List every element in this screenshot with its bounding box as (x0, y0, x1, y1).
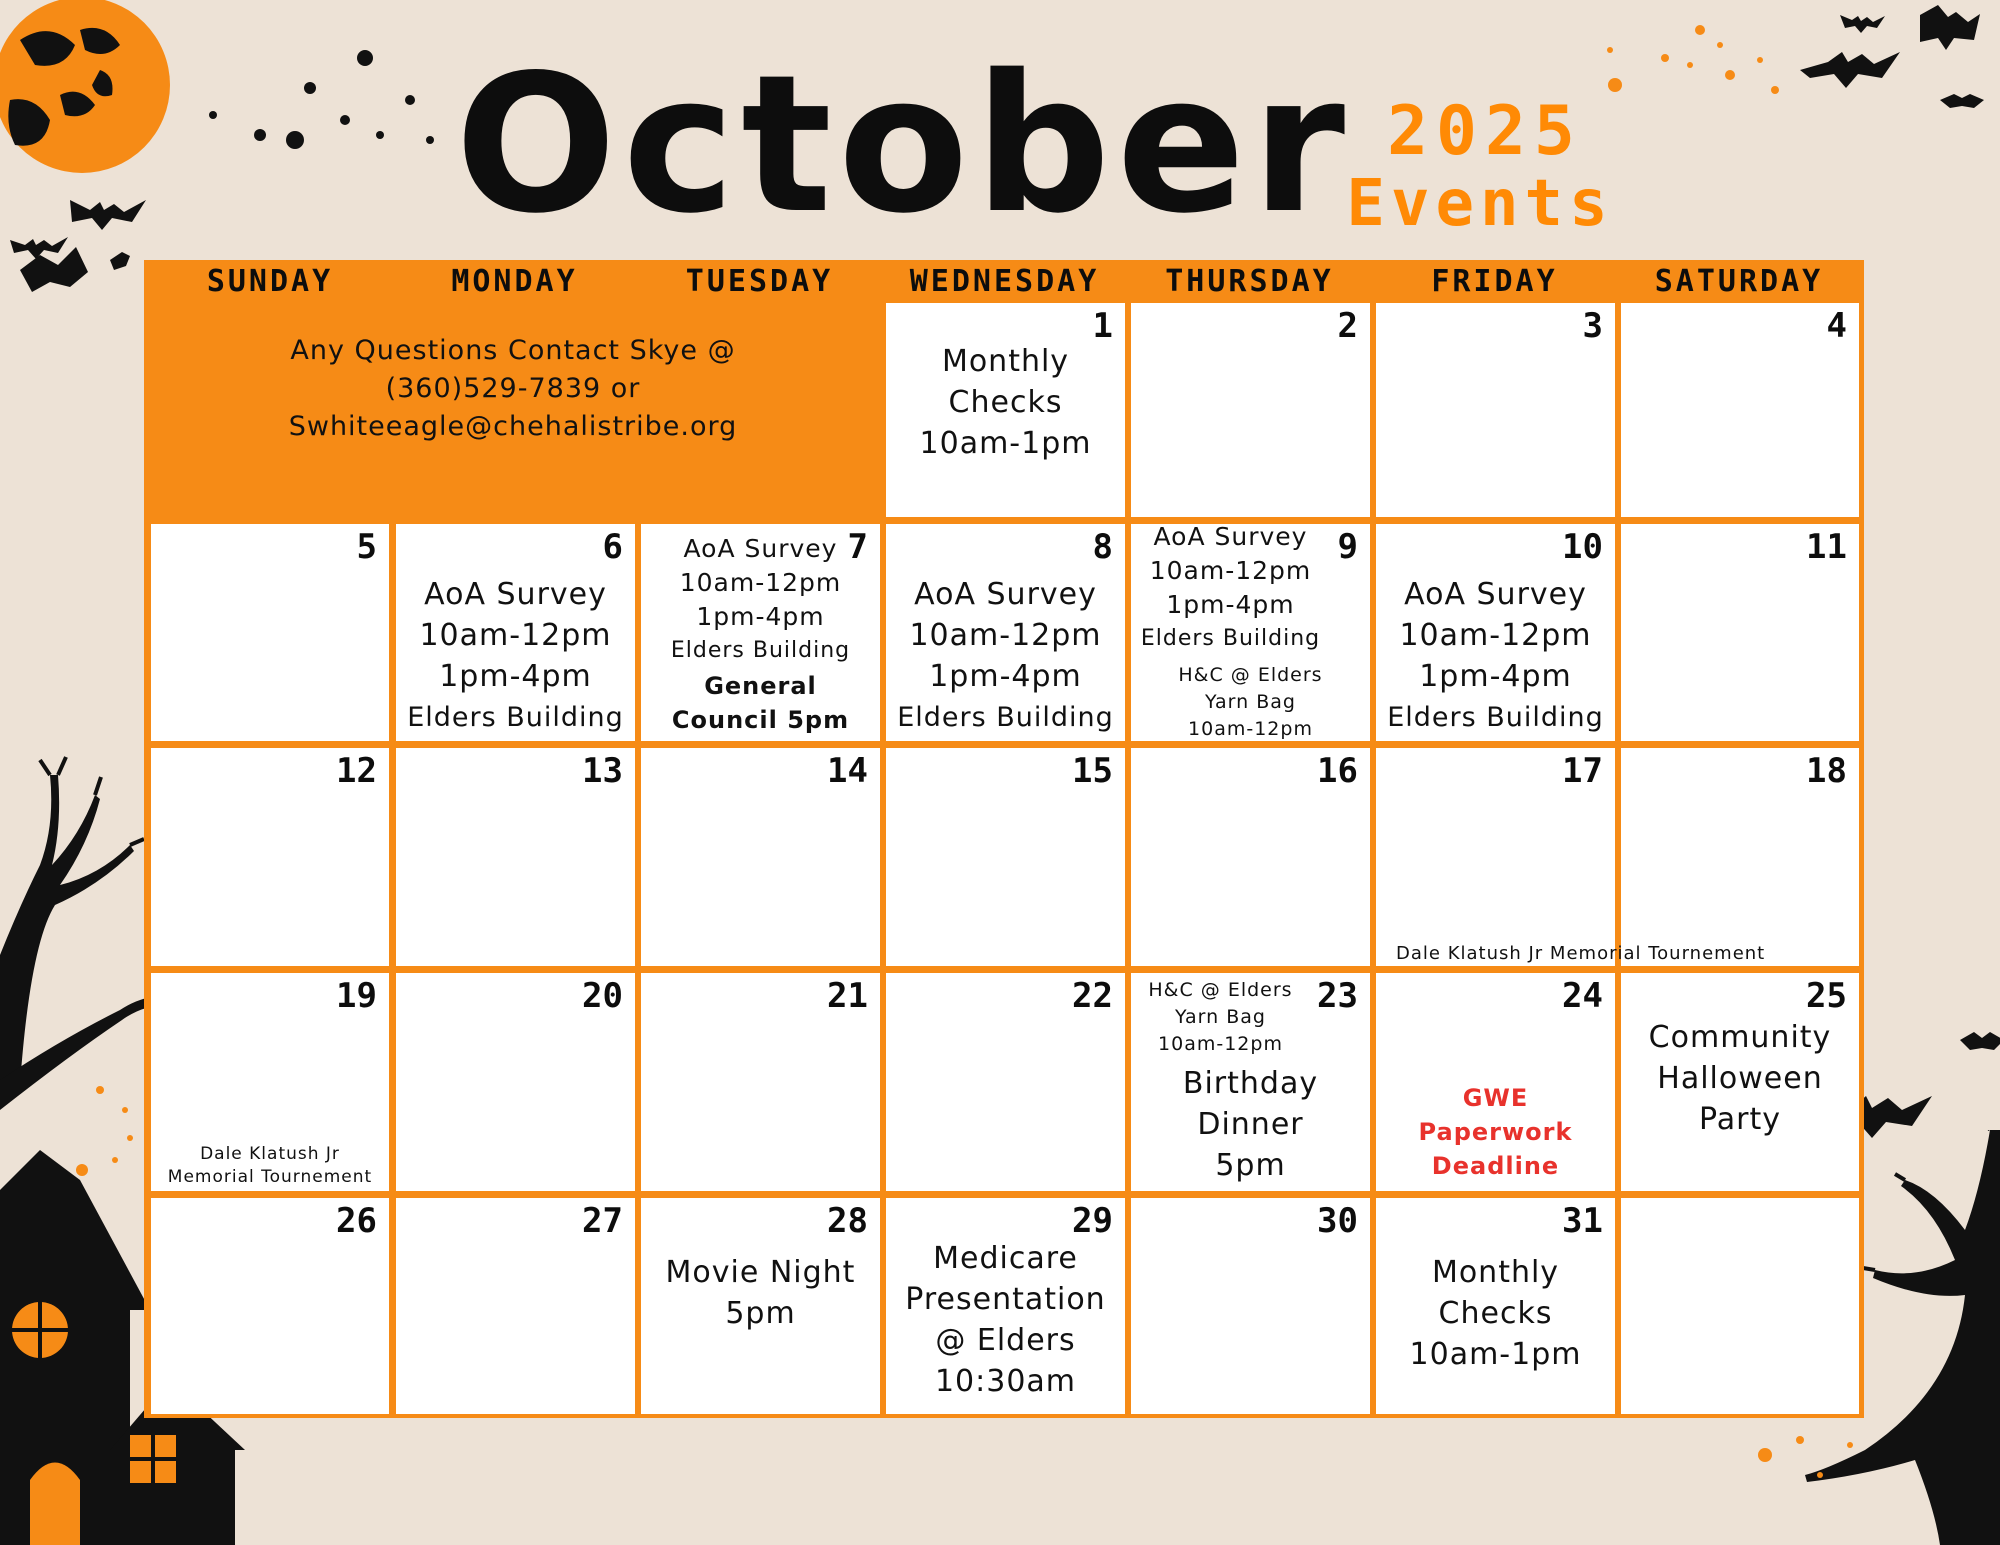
day-cell-4[interactable] (1621, 303, 1859, 517)
day-number: 8 (1092, 527, 1113, 567)
day-cell-12[interactable] (151, 748, 389, 966)
day-cell-30[interactable] (1131, 1198, 1370, 1414)
day-cell-28[interactable] (641, 1198, 880, 1414)
event-memorial-tournament: Dale Klatush Jr Memorial Tournement (1396, 943, 1766, 964)
day-cell-24[interactable] (1376, 973, 1615, 1191)
day-cell-14[interactable] (641, 748, 880, 966)
day-cell-1[interactable] (886, 303, 1125, 517)
day-number: 21 (827, 976, 868, 1016)
day-number: 15 (1072, 751, 1113, 791)
day-number: 12 (336, 751, 377, 791)
day-number: 22 (1072, 976, 1113, 1016)
dots-top-icon (200, 40, 440, 160)
day-number: 31 (1562, 1201, 1603, 1241)
event-aoa-survey: AoA Survey 10am-12pm 1pm-4pm Elders Building (670, 534, 851, 663)
day-number: 13 (582, 751, 623, 791)
weekday-friday: FRIDAY (1431, 264, 1558, 299)
bats-top-right-icon (1780, 0, 2000, 130)
day-number: 24 (1562, 976, 1603, 1016)
day-number: 14 (827, 751, 868, 791)
dots-top-right-icon (1580, 20, 1780, 100)
day-cell-29[interactable] (886, 1198, 1125, 1414)
event-birthday-dinner: Birthday Dinner 5pm (1182, 1066, 1319, 1183)
day-number: 25 (1806, 976, 1847, 1016)
day-number: 10 (1562, 527, 1603, 567)
day-number: 7 (847, 527, 868, 567)
day-number: 18 (1806, 751, 1847, 791)
day-cell-26[interactable] (151, 1198, 389, 1414)
event-general-council: General Council 5pm (671, 672, 850, 734)
weekday-wednesday: WEDNESDAY (909, 264, 1100, 299)
day-cell-25[interactable] (1621, 973, 1859, 1191)
event-gwe-deadline: GWE Paperwork Deadline (1418, 1084, 1573, 1180)
weekday-saturday: SATURDAY (1654, 264, 1824, 299)
event-monthly-checks: Monthly Checks 10am-1pm (1409, 1255, 1582, 1372)
day-cell-23[interactable] (1131, 973, 1370, 1191)
day-cell-21[interactable] (641, 973, 880, 1191)
day-number: 27 (582, 1201, 623, 1241)
day-number: 20 (582, 976, 623, 1016)
day-cell-16[interactable] (1131, 748, 1370, 966)
event-aoa-survey: AoA Survey 10am-12pm 1pm-4pm Elders Building (897, 577, 1114, 733)
month-title: October (455, 34, 1352, 255)
contact-email[interactable]: Swhiteeagle@chehalistribe.org (288, 411, 738, 442)
day-cell-2[interactable] (1131, 303, 1370, 517)
day-number: 6 (602, 527, 623, 567)
weekday-monday: MONDAY (451, 264, 578, 299)
day-cell-7[interactable] (641, 524, 880, 741)
day-number: 9 (1337, 527, 1358, 567)
day-cell-19[interactable] (151, 973, 389, 1191)
weekday-sunday: SUNDAY (206, 264, 334, 299)
day-number: 29 (1072, 1201, 1113, 1241)
moon-icon (0, 0, 175, 185)
contact-line: Any Questions Contact Skye @ (290, 335, 736, 366)
event-yarn-bag: H&C @ Elders Yarn Bag 10am-12pm (1178, 664, 1323, 740)
weekday-thursday: THURSDAY (1165, 264, 1334, 299)
day-number: 30 (1317, 1201, 1358, 1241)
event-medicare-presentation: Medicare Presentation @ Elders 10:30am (905, 1241, 1106, 1399)
day-cell-17[interactable] (1376, 748, 1615, 966)
event-memorial-tournament: Dale Klatush Jr Memorial Tournement (167, 1144, 373, 1187)
events-label: Events (1346, 167, 1614, 241)
day-number: 1 (1092, 306, 1113, 346)
day-number: 28 (827, 1201, 868, 1241)
event-yarn-bag: H&C @ Elders Yarn Bag 10am-12pm (1148, 979, 1293, 1055)
day-cell-empty (1621, 1198, 1859, 1414)
event-aoa-survey: AoA Survey 10am-12pm 1pm-4pm Elders Building (1140, 522, 1321, 651)
day-cell-15[interactable] (886, 748, 1125, 966)
event-aoa-survey: AoA Survey 10am-12pm 1pm-4pm Elders Building (407, 577, 624, 733)
day-number: 11 (1806, 527, 1847, 567)
day-cell-22[interactable] (886, 973, 1125, 1191)
contact-info (148, 332, 878, 446)
day-number: 3 (1582, 306, 1603, 346)
event-monthly-checks: Monthly Checks 10am-1pm (919, 344, 1092, 461)
event-halloween-party: Community Halloween Party (1648, 1020, 1832, 1137)
day-number: 2 (1337, 306, 1358, 346)
day-cell-31[interactable] (1376, 1198, 1615, 1414)
day-cell-3[interactable] (1376, 303, 1615, 517)
contact-phone: (360)529-7839 or (385, 373, 641, 404)
event-movie-night: Movie Night 5pm (665, 1255, 856, 1331)
day-number: 16 (1317, 751, 1358, 791)
day-number: 19 (336, 976, 377, 1016)
day-number: 23 (1317, 976, 1358, 1016)
day-cell-27[interactable] (396, 1198, 635, 1414)
day-cell-9[interactable] (1131, 524, 1370, 741)
weekday-tuesday: TUESDAY (685, 264, 834, 299)
day-number: 5 (356, 527, 377, 567)
day-cell-13[interactable] (396, 748, 635, 966)
day-number: 4 (1826, 306, 1847, 346)
day-number: 26 (336, 1201, 377, 1241)
day-cell-10[interactable] (1376, 524, 1615, 741)
day-cell-20[interactable] (396, 973, 635, 1191)
day-number: 17 (1562, 751, 1603, 791)
day-cell-5[interactable] (151, 524, 389, 741)
year-label: 2025 (1387, 92, 1583, 171)
day-cell-18[interactable] (1621, 748, 1859, 966)
day-cell-6[interactable] (396, 524, 635, 741)
day-cell-8[interactable] (886, 524, 1125, 741)
day-cell-11[interactable] (1621, 524, 1859, 741)
event-aoa-survey: AoA Survey 10am-12pm 1pm-4pm Elders Building (1387, 577, 1604, 733)
